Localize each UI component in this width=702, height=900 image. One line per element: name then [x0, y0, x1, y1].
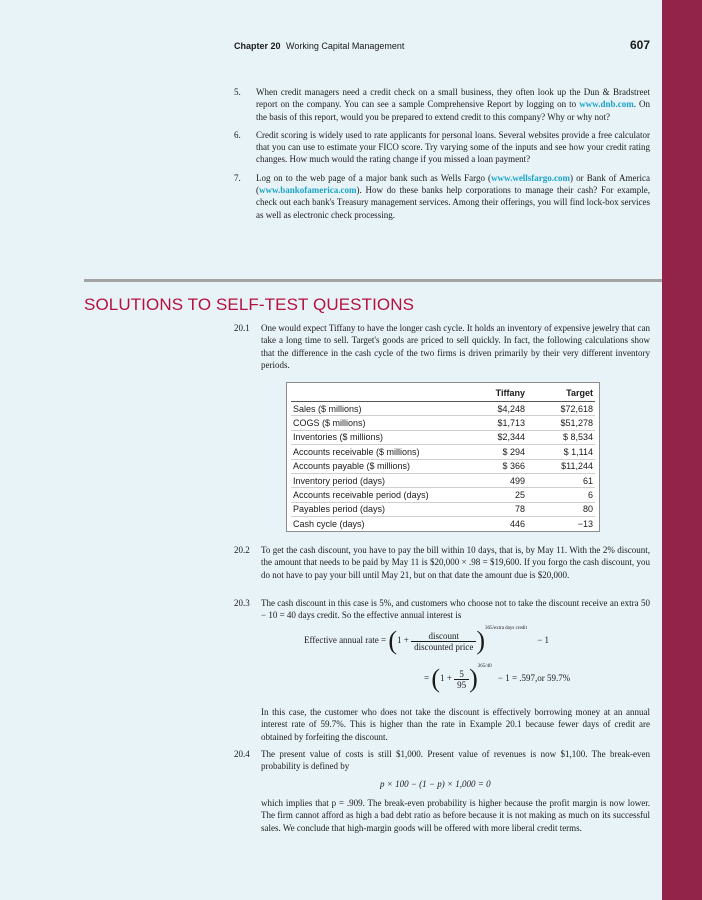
- equation-label: Effective annual rate =: [304, 635, 387, 646]
- web-link[interactable]: www.wellsfargo.com: [491, 172, 571, 183]
- exponent: 365/extra days credit: [485, 626, 527, 631]
- target-value: 80: [527, 502, 595, 516]
- table-row: [291, 445, 595, 459]
- problem-text: Log on to the web page of a major bank such as Wells Fargo (: [256, 172, 492, 183]
- solution-text: The present value of costs is still $1,000. Present value of revenues is now $1,100. The break-even probability is defined by: [261, 749, 650, 772]
- target-value: $72,618: [527, 402, 595, 416]
- column-header-tiffany: Tiffany: [465, 386, 527, 402]
- table-row: [291, 473, 595, 487]
- solution-text: which implies that p = .909. The break-even probability is higher because the profit margin is now lower. The firm cannot afford as high a bad debt ratio as before because it is not making as much on its successful sales. We conclude that high-margin goods will be offered with more liberal credit terms.: [261, 798, 650, 833]
- solution-number: 20.3: [234, 598, 250, 608]
- problem-text: When credit managers need a credit check on a small business, they often look up the Dun & Bradstreet report on the company. You can see a sample Comprehensive Report by logging on to: [256, 87, 650, 110]
- effective-rate-result: = (1 + $\frac{5}{95}$ )$^{365/40}$ − 1 = .597,or 59.7%: [424, 664, 571, 693]
- target-value: $11,244: [527, 459, 595, 473]
- solution-20-4: [234, 748, 650, 773]
- problem-item: [234, 86, 650, 123]
- tiffany-value: 78: [465, 502, 527, 516]
- table-row: [291, 517, 595, 531]
- solution-text: In this case, the customer who does not take the discount is effectively borrowing money at an annual interest rate of 59.7%. This is higher than the rate in Example 20.1 because fewer days of credit are obtained by forfeiting the discount.: [261, 707, 650, 742]
- solution-text: To get the cash discount, you have to pay the bill within 10 days, that is, by May 11. With the 2% discount, the amount that needs to be paid by May 11 is $20,000 × .98 = $19,600. If you forgo the cash discount, you do not have to pay your bill until May 21, but on that date the amount due is $20,000.: [261, 545, 650, 580]
- tiffany-value: $4,248: [465, 402, 527, 416]
- table-row: [291, 402, 595, 416]
- solution-text: One would expect Tiffany to have the longer cash cycle. It holds an inventory of expensive jewelry that can take a long time to sell. Target's goods are priced to sell quickly. In fact, the following calculations show that the difference in the cash cycle of the two firms is driven primarily by their very different inventory periods.: [261, 323, 650, 370]
- table-row: [291, 416, 595, 430]
- problem-text: ) or Bank of America (: [256, 172, 650, 196]
- page-number: 607: [629, 38, 650, 52]
- section-title: SOLUTIONS TO SELF-TEST QUESTIONS: [84, 295, 415, 314]
- row-label: Inventory period (days): [291, 473, 465, 487]
- problem-number: 7.: [234, 172, 241, 183]
- problem-text: Credit scoring is widely used to rate applicants for personal loans. Several websites provide a free calculator that you can use to estimate your FICO score. Try varying some of the inputs and see how your credit rating changes. How much would the rating change if you missed a loan payment?: [256, 129, 650, 165]
- web-link[interactable]: www.bankofamerica.com: [259, 185, 357, 196]
- problem-item: [234, 172, 650, 221]
- row-label: Accounts receivable period (days): [291, 488, 465, 502]
- table-header-row: [291, 386, 595, 402]
- row-label: Accounts receivable ($ millions): [291, 445, 465, 459]
- tiffany-value: 446: [509, 518, 526, 529]
- target-value: −13: [577, 518, 593, 529]
- row-label: Inventories ($ millions): [291, 430, 465, 444]
- tiffany-value: $ 366: [465, 459, 527, 473]
- row-label: COGS ($ millions): [291, 416, 465, 430]
- solution-number: 20.2: [234, 545, 250, 555]
- table-row: [291, 488, 595, 502]
- web-link[interactable]: www.dnb.com: [579, 99, 634, 110]
- solution-20-2: [234, 544, 650, 581]
- target-value: $ 8,534: [527, 430, 595, 444]
- tiffany-value: $1,713: [465, 416, 527, 430]
- row-label: Cash cycle (days): [293, 518, 365, 529]
- solution-number: 20.1: [234, 323, 250, 333]
- five-over-ninetyfive: $\frac{5}{95}$: [454, 669, 469, 690]
- solution-20-3: [234, 597, 650, 622]
- breakeven-equation: p × 100 − (1 − p) × 1,000 = 0: [380, 779, 491, 789]
- problem-number: 6.: [234, 129, 241, 140]
- target-value: 61: [527, 473, 595, 487]
- target-value: $ 1,114: [527, 445, 595, 459]
- solution-20-1: [234, 322, 650, 371]
- tiffany-value: $ 294: [465, 445, 527, 459]
- solution-20-3-conclusion: [234, 706, 650, 743]
- tiffany-value: 25: [465, 488, 527, 502]
- solution-20-4-conclusion: [234, 797, 650, 834]
- problem-text: . On the basis of this report, would you be prepared to extend credit to this company? Why or why not?: [256, 99, 651, 122]
- section-divider: [84, 279, 662, 282]
- row-label: Sales ($ millions): [291, 402, 465, 416]
- table-row: [291, 430, 595, 444]
- column-header-target: Target: [527, 386, 595, 402]
- exponent: 365/40: [477, 664, 492, 669]
- chapter-color-bar: [662, 0, 702, 900]
- solution-text: The cash discount in this case is 5%, and customers who choose not to take the discount receive an extra 50 − 10 = 40 days credit. So the effective annual interest is: [261, 598, 650, 621]
- problem-list: [234, 86, 650, 227]
- tiffany-value: $2,344: [465, 430, 527, 444]
- tiffany-value: 499: [465, 473, 527, 487]
- problem-item: [234, 129, 650, 166]
- effective-rate-equation: Effective annual rate = (1 + $\frac{\text{discount}}{\text{discounted price}}$ )$^{365/extra days credit}$ − 1: [304, 626, 550, 655]
- table-row: [291, 502, 595, 516]
- running-header: [234, 38, 650, 54]
- chapter-number: Chapter 20: [234, 41, 281, 51]
- row-label: Accounts payable ($ millions): [291, 459, 465, 473]
- chapter-title: Working Capital Management: [286, 41, 405, 51]
- solution-number: 20.4: [234, 749, 250, 759]
- row-label: Payables period (days): [291, 502, 465, 516]
- discount-fraction: $\frac{\text{discount}}{\text{discounted price}}$: [411, 631, 476, 652]
- problem-text: ). How do these banks help corporations to manage their cash? For example, check out each bank's Treasury management services. Among their offerings, you will find lock-box services as well as electronic check processing.: [256, 185, 650, 220]
- problem-number: 5.: [234, 87, 241, 97]
- target-value: $51,278: [527, 416, 595, 430]
- table-row: [291, 459, 595, 473]
- cash-cycle-table: [286, 382, 600, 532]
- target-value: 6: [527, 488, 595, 502]
